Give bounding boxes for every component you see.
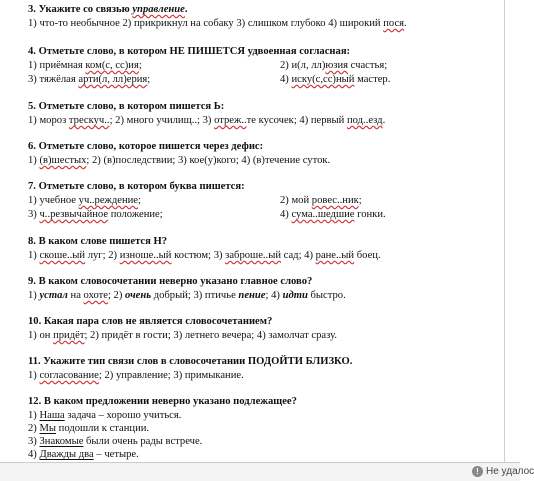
question-7-option-4 [280, 208, 386, 221]
q3-options-b: пося [383, 18, 405, 29]
question-4-option-1 [28, 59, 142, 72]
q4-o1-a: 1) приёмная [28, 60, 86, 71]
question-7-title: 7. Отметьте слово, в котором буква пишется: [28, 181, 245, 192]
question-12-option-2 [28, 422, 149, 435]
question-12-option-4 [28, 448, 139, 461]
q7-o2-b: ровес..ник [311, 195, 359, 206]
q3-title-em: управление [132, 4, 185, 15]
question-5-options [28, 114, 385, 127]
q7-o2-a: 2) мой [280, 195, 312, 206]
q5-b: трескуч.. [68, 115, 110, 126]
q12-o2-a: 2) [28, 423, 40, 434]
question-9-title: 9. В каком словосочетании неверно указано главное слово? [28, 276, 313, 287]
question-7-option-2 [280, 194, 362, 207]
question-10-options [28, 329, 337, 342]
q11-c: ; 2) управление; 3) примыкание. [98, 370, 244, 381]
question-12-title: 12. В каком предложении неверно указано подлежащее? [28, 396, 297, 407]
q4-o4-a: 4) [280, 74, 292, 85]
q4-o2-b: юзия [325, 60, 349, 71]
q4-o3-c: ; [147, 74, 151, 85]
q7-o2-c: ; [358, 195, 362, 206]
q6-c: ; 2) (в)последствии; 3) кое(у)кого; 4) (в)течение суток. [86, 155, 331, 166]
q8-e: костюм; 3) [171, 250, 226, 261]
q8-h: ране..ый [315, 250, 355, 261]
q12-o1-b: Наша [39, 410, 65, 421]
q4-o1-b: ком(с, сс)ия [85, 60, 139, 71]
q9-f: очень [125, 290, 152, 301]
question-8-title: 8. В каком слове пишется Н? [28, 236, 168, 247]
q11-a: 1) [28, 370, 40, 381]
q9-i: ; 4) [265, 290, 283, 301]
q12-o3-c: были очень рады встрече. [83, 436, 203, 447]
q11-b: согласование [39, 370, 99, 381]
q5-g: . [382, 115, 386, 126]
question-11-options [28, 369, 244, 382]
q8-g: сад; 4) [281, 250, 316, 261]
q6-b: (в)шестых [39, 155, 87, 166]
q4-o4-b: иску(с,сс)ный [291, 74, 355, 85]
question-3-options [28, 17, 407, 30]
q9-k: быстро. [307, 290, 346, 301]
q5-e: те кусочек; 4) первый [246, 115, 347, 126]
q12-o1-a: 1) [28, 410, 40, 421]
question-8-options [28, 249, 381, 262]
q8-b: скоше..ый [39, 250, 86, 261]
question-4-title: 4. Отметьте слово, в котором НЕ ПИШЕТСЯ удвоенная согласная: [28, 46, 351, 57]
q7-o1-b: уч..реждение [78, 195, 139, 206]
q12-o3-b: Знакомые [39, 436, 84, 447]
q5-f: под..езд [347, 115, 383, 126]
q8-c: луг; 2) [85, 250, 120, 261]
q12-o4-c: – четыре. [93, 449, 139, 460]
q7-o3-b: ч..резвычайное [39, 209, 109, 220]
q9-h: пение [238, 290, 266, 301]
status-text: Не удалос [486, 466, 534, 477]
q3-options-c: . [404, 18, 407, 29]
question-4-option-2 [280, 59, 387, 72]
q9-c: на [67, 290, 84, 301]
question-12-option-1 [28, 409, 181, 422]
q4-o4-c: мастер. [354, 74, 391, 85]
q12-o4-a: 4) [28, 449, 40, 460]
q9-j: идти [282, 290, 308, 301]
q12-o3-a: 3) [28, 436, 40, 447]
q9-d: охоте [83, 290, 108, 301]
q10-b: придёт [53, 330, 85, 341]
q9-a: 1) [28, 290, 40, 301]
q7-o1-a: 1) учебное [28, 195, 79, 206]
q4-o2-a: 2) и(л, лл) [280, 60, 326, 71]
q4-o1-c: ; [138, 60, 142, 71]
q12-o2-b: Мы [39, 423, 57, 434]
warning-icon: ! [472, 466, 483, 477]
q8-f: заброше..ый [225, 250, 281, 261]
q5-d: отреж.. [214, 115, 247, 126]
q8-i: боец. [354, 250, 381, 261]
question-12-option-3 [28, 435, 202, 448]
question-7-option-1 [28, 194, 141, 207]
q9-e: ; 2) [107, 290, 126, 301]
q4-o3-a: 3) тяжёлая [28, 74, 79, 85]
q3-title-text: 3. Укажите со связью [28, 4, 133, 15]
q12-o1-c: задача – хорошо учиться. [64, 410, 182, 421]
question-6-options [28, 154, 330, 167]
q7-o4-c: гонки. [354, 209, 386, 220]
q4-o3-b: арти(л, лл)ерия [78, 74, 148, 85]
question-9-options [28, 289, 346, 302]
status-bar [0, 462, 534, 481]
question-5-title: 5. Отметьте слово, в котором пишется Ь: [28, 101, 225, 112]
q7-o3-a: 3) [28, 209, 40, 220]
q5-a: 1) мороз [28, 115, 69, 126]
q8-d: изноше..ый [119, 250, 172, 261]
q9-b: устал [39, 290, 68, 301]
q12-o2-c: подошли к станции. [56, 423, 150, 434]
question-3-title [28, 3, 188, 16]
q7-o4-b: сума..шедшие [291, 209, 355, 220]
q12-o4-b: Дважды два [39, 449, 94, 460]
question-11-title: 11. Укажите тип связи слов в словосочетании ПОДОЙТИ БЛИЗКО. [28, 356, 353, 367]
question-6-title: 6. Отметьте слово, которое пишется через дефис: [28, 141, 264, 152]
q9-g: добрый; 3) птичье [151, 290, 239, 301]
question-4-option-3 [28, 73, 150, 86]
q7-o3-c: положение; [108, 209, 163, 220]
q4-o2-c: счастья; [348, 60, 388, 71]
question-4-option-4 [280, 73, 390, 86]
q6-a: 1) [28, 155, 40, 166]
q7-o1-c: ; [138, 195, 141, 206]
q5-c: ; 2) много училищ..; 3) [109, 115, 215, 126]
question-7-option-3 [28, 208, 163, 221]
q10-a: 1) он [28, 330, 54, 341]
q7-o4-a: 4) [280, 209, 292, 220]
q3-options-a: 1) что-то необычное 2) прикрикнул на собаку 3) слишком глубоко 4) широкий [28, 18, 384, 29]
q3-title-end: . [184, 4, 188, 15]
q10-c: ; 2) придёт в гости; 3) летнего вечера; 4) замолчат сразу. [84, 330, 337, 341]
question-10-title: 10. Какая пара слов не является словосочетанием? [28, 316, 273, 327]
q8-a: 1) [28, 250, 40, 261]
